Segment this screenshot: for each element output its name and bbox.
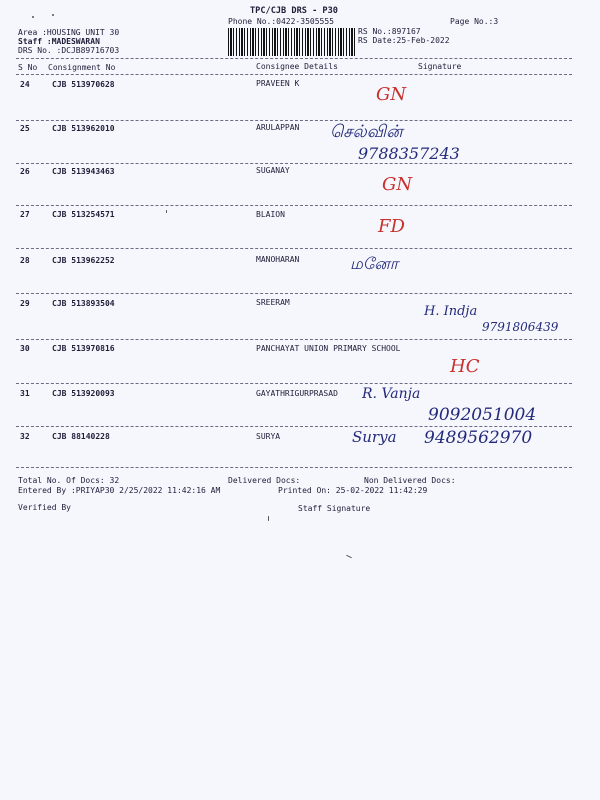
row-consignee: PANCHAYAT UNION PRIMARY SCHOOL (256, 344, 401, 353)
row-signature: Surya (352, 428, 397, 446)
delivered-docs: Delivered Docs: (228, 476, 301, 485)
page-number: Page No.:3 (450, 17, 499, 26)
row-consignee: SURYA (256, 432, 281, 441)
report-title: TPC/CJB DRS - P30 (250, 6, 338, 16)
row-divider (16, 383, 572, 384)
row-divider (16, 248, 572, 249)
column-consignee: Consignee Details (256, 62, 338, 71)
row-divider (16, 120, 572, 121)
speck (32, 16, 34, 18)
row-signature: GN (382, 174, 413, 195)
phone-number: Phone No.:0422-3505555 (228, 17, 334, 26)
non-delivered-docs: Non Delivered Docs: (364, 476, 456, 485)
row-signature: GN (376, 84, 407, 105)
row-consignee: ARULAPPAN (256, 123, 300, 132)
column-signature: Signature (418, 62, 462, 71)
row-phone: 9092051004 (428, 405, 537, 425)
row-consignment: CJB 513920093 (52, 389, 115, 398)
row-sno: 32 (20, 432, 30, 441)
row-signature: FD (378, 216, 405, 237)
total-docs: Total No. Of Docs: 32 (18, 476, 120, 485)
row-signature: H. Indja (424, 304, 478, 319)
row-divider (16, 426, 572, 427)
row-sno: 24 (20, 80, 30, 89)
speck (268, 516, 269, 521)
rs-date: RS Date:25-Feb-2022 (358, 36, 450, 45)
row-signature: செல்வின் (330, 122, 403, 142)
column-sno: S No (18, 63, 38, 72)
row-consignment: CJB 513893504 (52, 299, 115, 308)
row-phone: 9788357243 (358, 144, 460, 163)
drs-number: DRS No. :DCJB89716703 (18, 46, 120, 55)
header-divider (16, 58, 572, 59)
column-divider (16, 74, 572, 75)
row-consignment: CJB 513970628 (52, 80, 115, 89)
row-phone: 9489562970 (424, 428, 533, 448)
row-phone: 9791806439 (482, 320, 559, 334)
row-sno: 30 (20, 344, 30, 353)
row-consignment: CJB 513943463 (52, 167, 115, 176)
row-signature: R. Vanja (362, 386, 421, 402)
speck (346, 555, 352, 558)
barcode (228, 28, 356, 56)
row-consignee: SUGANAY (256, 166, 290, 175)
row-consignment: CJB 88140228 (52, 432, 110, 441)
row-consignee: SREERAM (256, 298, 290, 307)
verified-by: Verified By (18, 503, 71, 512)
row-divider (16, 339, 572, 340)
row-divider (16, 293, 572, 294)
row-sno: 31 (20, 389, 30, 398)
staff-label: Staff :MADESWARAN (18, 37, 100, 46)
row-consignment: CJB 513962010 (52, 124, 115, 133)
area-label: Area :HOUSING UNIT 30 (18, 28, 120, 37)
row-consignee: BLAION (256, 210, 285, 219)
row-sno: 28 (20, 256, 30, 265)
row-signature: HC (450, 356, 480, 377)
row-sno: 29 (20, 299, 30, 308)
printed-on: Printed On: 25-02-2022 11:42:29 (278, 486, 428, 495)
staff-signature-label: Staff Signature (298, 504, 371, 513)
row-sno: 26 (20, 167, 30, 176)
row-consignee: PRAVEEN K (256, 79, 300, 88)
speck (52, 14, 54, 16)
row-consignee: GAYATHRIGURPRASAD (256, 389, 338, 398)
row-consignment: CJB 513962252 (52, 256, 115, 265)
row-signature: மனோ (350, 254, 399, 273)
row-divider (16, 467, 572, 468)
speck (166, 210, 167, 213)
column-consignment: Consignment No (48, 63, 116, 72)
row-sno: 25 (20, 124, 30, 133)
rs-number: RS No.:897167 (358, 27, 421, 36)
row-divider (16, 205, 572, 206)
row-consignment: CJB 513254571 (52, 210, 115, 219)
row-divider (16, 163, 572, 164)
row-consignment: CJB 513970816 (52, 344, 115, 353)
row-sno: 27 (20, 210, 30, 219)
row-consignee: MANOHARAN (256, 255, 300, 264)
entered-by: Entered By :PRIYAP30 2/25/2022 11:42:16 AM (18, 486, 221, 495)
